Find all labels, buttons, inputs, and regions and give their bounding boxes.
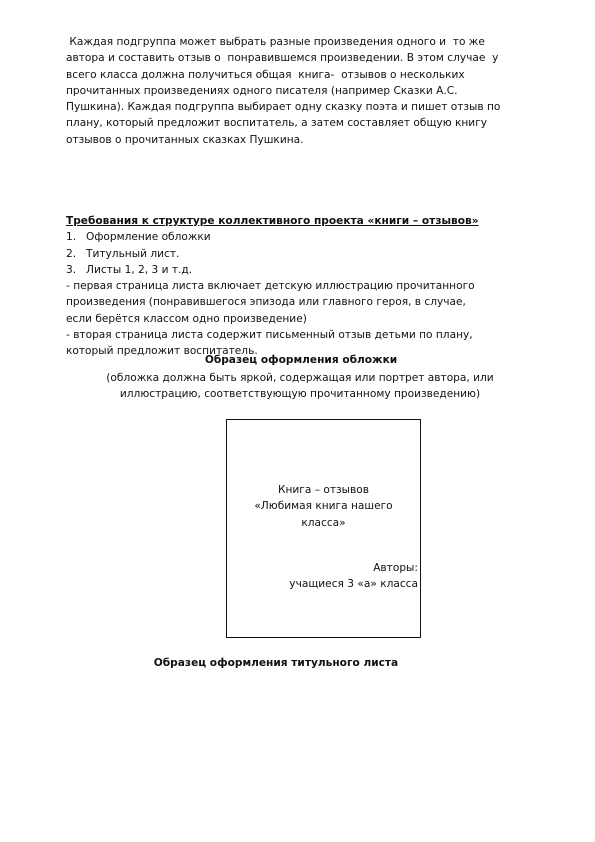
intro-line: отзывов о прочитанных сказках Пушкина. <box>66 133 304 146</box>
cover-sample-heading: Образец оформления обложки <box>204 354 398 366</box>
requirements-heading: Требования к структуре коллективного проекта «книги – отзывов» <box>66 215 479 227</box>
cover-authors-line: Авторы: <box>373 562 418 574</box>
list-item-text: Листы 1, 2, 3 и т.д. <box>86 263 193 276</box>
requirements-line: который предложит воспитатель. <box>66 345 258 358</box>
requirements-line: произведения (понравившегося эпизода или главного героя, в случае, <box>66 296 466 309</box>
list-item-number: 1. <box>66 231 77 244</box>
requirements-section <box>66 213 556 360</box>
requirements-list <box>66 229 556 278</box>
cover-sample-frame <box>226 419 421 638</box>
cover-book-title <box>237 482 410 531</box>
list-item-text: Титульный лист. <box>86 247 180 260</box>
list-item-number: 3. <box>66 263 77 276</box>
cover-book-authors <box>233 560 418 593</box>
cover-book-title-line: «Любимая книга нашего <box>254 500 393 513</box>
cover-note-line: (обложка должна быть яркой, содержащая или портрет автора, или <box>106 372 494 384</box>
requirements-line: если берётся классом одно произведение) <box>66 312 307 325</box>
list-item <box>66 262 556 278</box>
cover-sample-note <box>40 370 560 403</box>
title-page-sample-heading: Образец оформления титульного листа <box>153 657 399 669</box>
requirements-line: - первая страница листа включает детскую иллюстрацию прочитанного <box>66 280 475 293</box>
intro-line: Пушкина). Каждая подгруппа выбирает одну сказку поэта и пишет отзыв по <box>66 101 501 114</box>
intro-line: автора и составить отзыв о понравившемся произведении. В этом случае у <box>66 52 499 65</box>
intro-paragraph <box>66 34 546 148</box>
list-item <box>66 229 556 245</box>
intro-line: Каждая подгруппа может выбрать разные произведения одного и то же <box>66 36 485 48</box>
intro-line: прочитанных произведениях одного писателя (например Сказки А.С. <box>66 84 458 97</box>
cover-book-title-line: класса» <box>301 516 346 529</box>
list-item-text: Оформление обложки <box>86 231 211 244</box>
intro-line: всего класса должна получиться общая книга- отзывов о нескольких <box>66 68 465 81</box>
requirements-line: - вторая страница листа содержит письменный отзыв детьми по плану, <box>66 329 473 342</box>
cover-book-title-line: Книга – отзывов <box>277 484 370 496</box>
cover-authors-line: учащиеся 3 «а» класса <box>289 578 418 591</box>
intro-line: плану, который предложит воспитатель, а затем составляет общую книгу <box>66 117 488 130</box>
cover-note-line: иллюстрацию, соответствующую прочитанному произведению) <box>119 388 481 401</box>
list-item-number: 2. <box>66 247 77 260</box>
list-item <box>66 246 556 262</box>
